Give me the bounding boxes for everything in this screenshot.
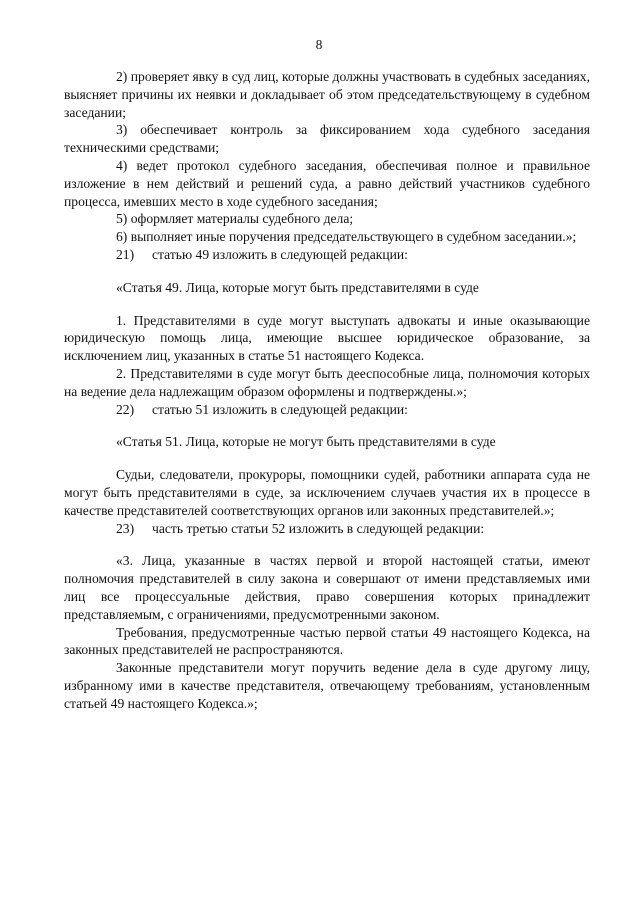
paragraph-item-5: 5) оформляет материалы судебного дела; <box>116 211 354 227</box>
amendment-number: 21) <box>116 246 135 262</box>
amendment-item-23 <box>64 520 590 538</box>
amendment-text: статью 49 изложить в следующей редакции: <box>152 246 408 262</box>
paragraph-item-4: 4) ведет протокол судебного заседания, обеспечивая полное и правильное изложение в нем действий и решений суда, а равно действий участников судебного процесса, имевших место в ходе судебного заседания; <box>64 157 590 209</box>
document-body <box>64 68 590 713</box>
article-52-requirements: Требования, предусмотренные частью первой статьи 49 настоящего Кодекса, на законных представителей не распространяются. <box>64 624 590 658</box>
paragraph-item-2: 2) проверяет явку в суд лиц, которые должны участвовать в судебных заседаниях, выясняет причины их неявки и докладывает об этом председательствующему в судебном заседании; <box>64 69 590 120</box>
article-51-title: «Статья 51. Лица, которые не могут быть представителями в суде <box>116 434 496 450</box>
article-52-part-3: «3. Лица, указанные в частях первой и второй настоящей статьи, имеют полномочия представителей в силу закона и совершают от имени представляемых ими лиц все процессуальные действия, право совершения которых принадлежит представляемым, с ограничениями, предусмотренными законом. <box>64 553 590 622</box>
article-49-part-2: 2. Представителями в суде могут быть дееспособные лица, полномочия которых на ведение дела надлежащим образом оформлены и подтверждены.»; <box>64 365 590 399</box>
paragraph-item-3: 3) обеспечивает контроль за фиксированием хода судебного заседания техническими средствами; <box>64 122 590 156</box>
amendment-text: статью 51 изложить в следующей редакции: <box>152 401 408 417</box>
amendment-item-21 <box>64 246 590 264</box>
article-52-legal-representatives: Законные представители могут поручить ведение дела в суде другому лицу, избранному ими в качестве представителя, отвечающему требованиям, установленным статьей 49 настоящего Кодекса.»; <box>64 660 590 711</box>
page-number: 8 <box>315 37 323 52</box>
amendment-number: 22) <box>116 401 135 417</box>
amendment-text: часть третью статьи 52 изложить в следующей редакции: <box>152 520 485 536</box>
amendment-item-22 <box>64 401 590 419</box>
article-49-part-1: 1. Представителями в суде могут выступать адвокаты и иные оказывающие юридическую помощь лица, имеющие высшее юридическое образование, за исключением лиц, указанных в статье 51 настоящего Кодекса. <box>64 312 590 364</box>
paragraph-item-6: 6) выполняет иные поручения председательствующего в судебном заседании.»; <box>116 229 577 245</box>
amendment-number: 23) <box>116 520 135 536</box>
article-51-text: Судьи, следователи, прокуроры, помощники судей, работники аппарата суда не могут быть представителями в суде, за исключением случаев участия их в процессе в качестве представителей соответствующих органов или законных представителей.»; <box>64 467 590 518</box>
article-49-title: «Статья 49. Лица, которые могут быть представителями в суде <box>116 279 479 295</box>
